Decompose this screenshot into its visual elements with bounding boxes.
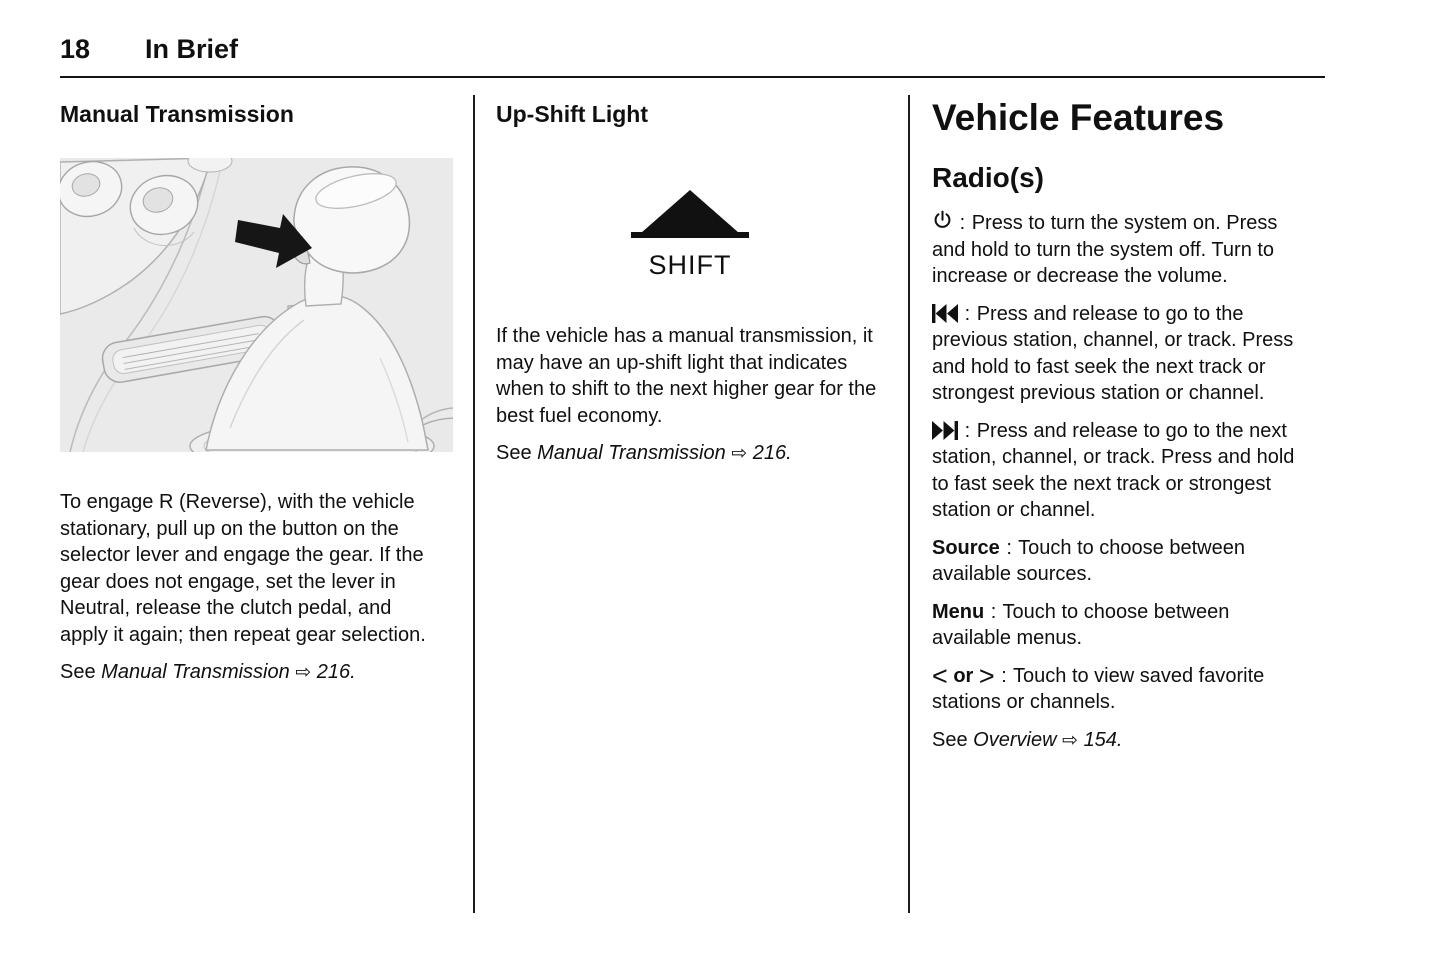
radio-item-source-text: Touch to choose between available sources. — [932, 536, 1245, 585]
xref-target: Manual Transmission — [101, 661, 290, 683]
colon-separator: : — [959, 212, 966, 234]
column-divider-1 — [473, 95, 475, 913]
heading-vehicle-features: Vehicle Features — [932, 97, 1225, 138]
gear-shifter-illustration — [60, 158, 453, 452]
xref-target: Overview — [973, 728, 1057, 751]
xref-arrow-icon: ⇨ — [295, 661, 312, 683]
radio-item-seek-previous-text: Press and release to go to the previous station, channel, or track. Press and hold to fast seek the next track or strongest previous station or channel. — [932, 302, 1294, 404]
favorites-or-label: or — [953, 664, 974, 687]
column-up-shift-light — [496, 100, 884, 467]
xref-overview — [932, 727, 1326, 754]
colon-separator: : — [1001, 664, 1007, 687]
up-shift-light-symbol — [496, 190, 884, 280]
xref-arrow-icon: ⇨ — [731, 442, 748, 464]
heading-manual-transmission: Manual Transmission — [60, 101, 294, 127]
xref-manual-transmission — [60, 659, 454, 686]
radio-item-seek-next-text: Press and release to go to the next station, channel, or track. Press and hold to fast seek the next track or strongest station or channel. — [932, 419, 1295, 521]
radio-item-power — [932, 210, 1308, 290]
xref-prefix: See — [932, 728, 968, 751]
xref-page: 216. — [316, 661, 356, 683]
power-icon — [932, 210, 953, 232]
xref-page: 154. — [1083, 728, 1123, 751]
radio-item-favorites — [932, 660, 1308, 716]
xref-manual-transmission-2 — [496, 440, 884, 467]
page-section-title: In Brief — [145, 34, 239, 64]
radio-controls-list — [932, 210, 1326, 716]
colon-separator: : — [990, 600, 997, 623]
column-vehicle-features — [932, 98, 1326, 753]
up-shift-light-body: If the vehicle has a manual transmission, it may have an up-shift light that indicates when to shift to the next higher gear for the best fuel economy. — [496, 325, 877, 427]
radio-item-source — [932, 535, 1308, 588]
page-number: 18 — [60, 34, 91, 64]
radio-item-favorites-text: Touch to view saved favorite stations or channels. — [932, 664, 1265, 713]
menu-label: Menu — [932, 600, 985, 623]
column-divider-2 — [908, 95, 910, 913]
header-rule — [60, 76, 1325, 78]
seek-previous-icon — [932, 304, 958, 323]
xref-target: Manual Transmission — [537, 442, 726, 464]
seek-next-icon — [932, 421, 958, 440]
colon-separator: : — [1006, 536, 1012, 559]
xref-arrow-icon: ⇨ — [1062, 728, 1078, 751]
source-label: Source — [932, 536, 1000, 559]
radio-item-power-text: Press to turn the system on. Press and hold to turn the system off. Turn to increase or decrease the volume. — [932, 212, 1278, 287]
favorite-right-arrow-icon: > — [978, 660, 995, 691]
heading-radios: Radio(s) — [932, 162, 1044, 193]
shift-triangle-icon — [631, 190, 749, 244]
radio-item-seek-next — [932, 418, 1308, 524]
xref-page: 216. — [752, 442, 792, 464]
heading-up-shift-light: Up-Shift Light — [496, 101, 649, 127]
xref-prefix: See — [496, 442, 532, 464]
colon-separator: : — [964, 302, 971, 325]
manual-transmission-body: To engage R (Reverse), with the vehicle stationary, pull up on the button on the selector lever and engage the gear. If the gear does not engage, set the lever in Neutral, release the clutch pedal, and apply it again; then repeat gear selection. — [60, 491, 426, 646]
radio-item-menu-text: Touch to choose between available menus. — [932, 600, 1230, 649]
radio-item-seek-previous — [932, 301, 1308, 407]
colon-separator: : — [964, 419, 971, 442]
xref-prefix: See — [60, 661, 96, 683]
favorite-left-arrow-icon: < — [932, 660, 948, 691]
column-manual-transmission — [60, 100, 454, 686]
shift-label: SHIFT — [648, 250, 732, 280]
radio-item-menu — [932, 599, 1308, 652]
